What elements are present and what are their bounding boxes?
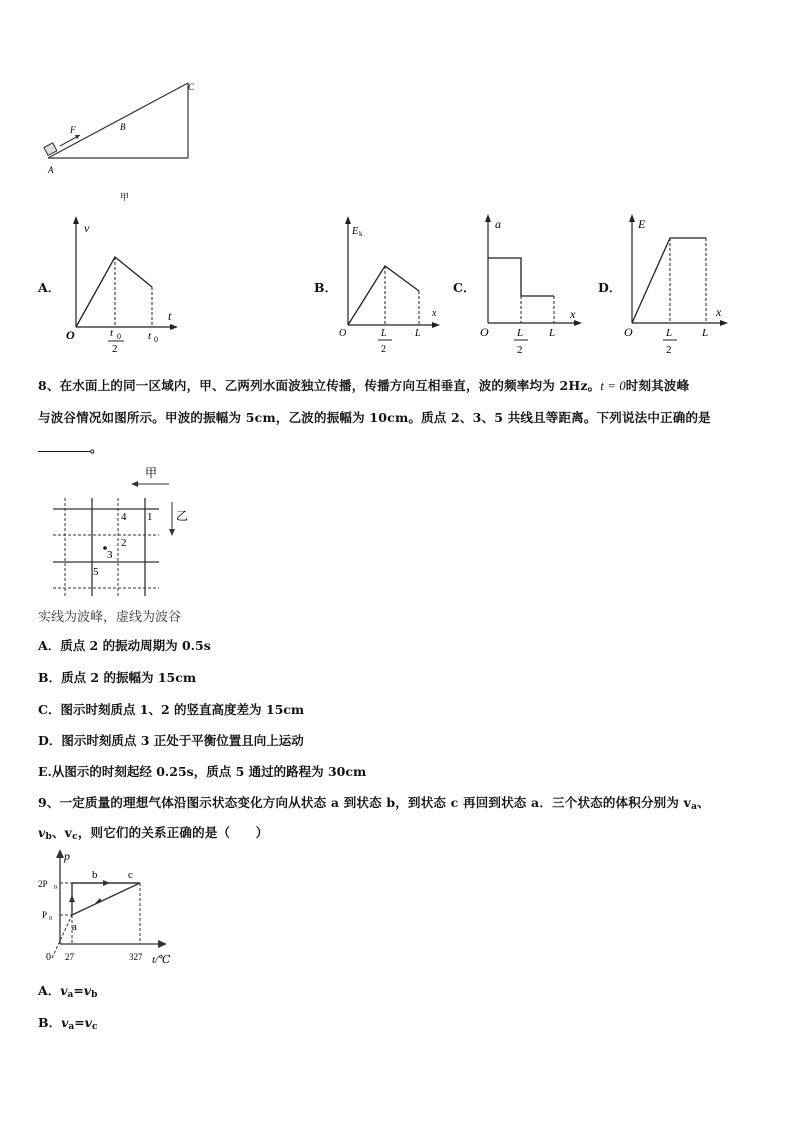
x-axis-label: t — [168, 309, 172, 323]
q8-option-a: A．质点 2 的振动周期为 0.5s — [38, 638, 211, 653]
tick-l-half-bottom: 2 — [517, 344, 523, 356]
point-1: 1 — [147, 511, 153, 523]
tick-t0-sub: 0 — [154, 335, 158, 344]
y-axis-label: a — [495, 217, 501, 231]
origin-label: O — [480, 325, 489, 339]
point-4: 4 — [121, 511, 127, 523]
q9-option-a — [38, 981, 97, 1000]
option-b-letter: B． — [314, 280, 338, 295]
q9-vb: v — [38, 825, 46, 840]
wave-b-label: 乙 — [176, 509, 189, 523]
q9-line-1-text: 9、一定质量的理想气体沿图示状态变化方向从状态 a 到状态 b，到状态 c 再回到状态 a．三个状态的体积分别为 v — [38, 795, 692, 810]
x-axis-label: x — [716, 305, 722, 319]
option-right: v — [84, 1015, 92, 1030]
q8-line-2: 与波谷情况如图所示。甲波的振幅为 5cm，乙波的振幅为 10cm。质点 2、3、5 共线且等距离。下列说法中正确的是 — [38, 410, 711, 425]
y-tick-p0: P — [42, 910, 48, 920]
point-5: 5 — [93, 566, 99, 578]
q8-line-3 — [38, 438, 103, 456]
option-c-letter: C． — [453, 280, 476, 295]
force-label: F — [70, 125, 76, 135]
q8-option-c: C．图示时刻质点 1、2 的竖直高度差为 15cm — [38, 702, 305, 717]
wave-grid-figure — [45, 462, 195, 602]
tick-l-half-top: L — [381, 328, 387, 339]
origin-label: O — [624, 325, 633, 339]
y-tick-p0-sub: 0 — [49, 916, 52, 922]
point-b-label: B — [120, 122, 126, 132]
option-b-graph — [336, 212, 451, 362]
q9-line-2 — [38, 823, 268, 842]
tick-t0-half-bottom: 2 — [112, 343, 118, 355]
option-letter: A． — [38, 983, 61, 998]
option-d-letter: D． — [598, 280, 622, 295]
q8-line-1-tail: 时刻其波峰 — [625, 378, 690, 393]
answer-blank — [38, 441, 90, 452]
q8-line-1 — [38, 376, 689, 394]
point-c-label: C — [188, 82, 195, 92]
option-left: v — [61, 1015, 69, 1030]
option-c-graph — [476, 210, 591, 360]
tick-l-half-bottom: 2 — [381, 344, 386, 355]
origin-label: O — [339, 328, 347, 339]
q9-vc: 、v — [51, 825, 73, 840]
tick-t0: t — [148, 330, 152, 342]
x-axis-label: t/℃ — [152, 954, 171, 966]
q9-vc-sub: c — [72, 832, 78, 842]
incline-diagram — [38, 78, 208, 208]
y-axis-label: v — [84, 221, 90, 235]
q8-time-expr: t = 0 — [600, 379, 626, 393]
x-tick-327: 327 — [129, 952, 143, 962]
tick-l-half-bottom: 2 — [666, 344, 672, 356]
incline-figure — [38, 78, 208, 208]
option-d-graph — [620, 210, 735, 360]
option-a-letter: A． — [38, 280, 61, 295]
pt-graph-figure — [34, 846, 179, 970]
tick-t0-half-top: t — [110, 327, 114, 339]
wave-figure-caption: 实线为波峰，虚线为波谷 — [38, 610, 182, 625]
q8-option-b: B．质点 2 的振幅为 15cm — [38, 670, 197, 685]
q9-vb-sub: b — [45, 832, 52, 842]
tick-t0-half-sub: 0 — [117, 332, 121, 341]
q8-option-d: D．图示时刻质点 3 正处于平衡位置且向上运动 — [38, 733, 304, 748]
tick-l: L — [549, 327, 556, 339]
option-left-sub: a — [68, 1022, 75, 1032]
option-eq: = — [73, 983, 84, 998]
wave-a-label: 甲 — [145, 466, 158, 480]
point-2: 2 — [121, 537, 127, 549]
point-3: 3 — [107, 549, 113, 561]
q8-option-e: E.从图示的时刻起经 0.25s，质点 5 通过的路程为 30cm — [38, 764, 367, 779]
tick-l-half-top: L — [666, 327, 673, 339]
point-a-label: A — [48, 165, 54, 175]
y-axis-label: E — [638, 217, 646, 231]
option-letter: B． — [38, 1015, 62, 1030]
option-eq: = — [74, 1015, 85, 1030]
y-axis-label: p — [64, 849, 70, 863]
y-axis-sub: k — [359, 230, 363, 238]
q9-option-b — [38, 1013, 97, 1032]
option-right-sub: c — [91, 1022, 98, 1032]
x-origin: 0 — [46, 952, 51, 963]
q8-line-1-text: 8、在水面上的同一区域内，甲、乙两列水面波独立传播，传播方向互相垂直，波的频率均为 2Hz。 — [38, 378, 601, 393]
x-axis-label: x — [432, 308, 437, 319]
tick-l: L — [415, 328, 421, 339]
x-axis-label: x — [570, 307, 576, 321]
tick-l-half-top: L — [517, 327, 524, 339]
y-axis-label: E — [352, 226, 359, 237]
state-a-label: a — [72, 921, 77, 933]
option-left-sub: a — [67, 990, 74, 1000]
q9-va-sub: a — [691, 802, 698, 812]
q9-line-2-tail: ，则它们的关系正确的是（ ） — [77, 825, 269, 840]
x-tick-27: 27 — [65, 952, 74, 962]
state-b-label: b — [92, 869, 98, 881]
tick-l: L — [702, 327, 709, 339]
origin-label: O — [66, 328, 75, 342]
q9-line-1 — [38, 793, 710, 812]
option-a-graph — [62, 212, 192, 355]
q9-line-1-tail: 、 — [697, 795, 710, 810]
y-tick-2p0-sub: 0 — [54, 885, 57, 891]
option-left: v — [60, 983, 68, 998]
state-c-label: c — [128, 869, 133, 881]
q8-line-3-end: 。 — [90, 440, 103, 455]
option-right-sub: b — [91, 990, 98, 1000]
option-right: v — [83, 983, 92, 998]
figure-caption: 甲 — [120, 192, 130, 202]
y-tick-2p0: 2P — [38, 879, 48, 889]
